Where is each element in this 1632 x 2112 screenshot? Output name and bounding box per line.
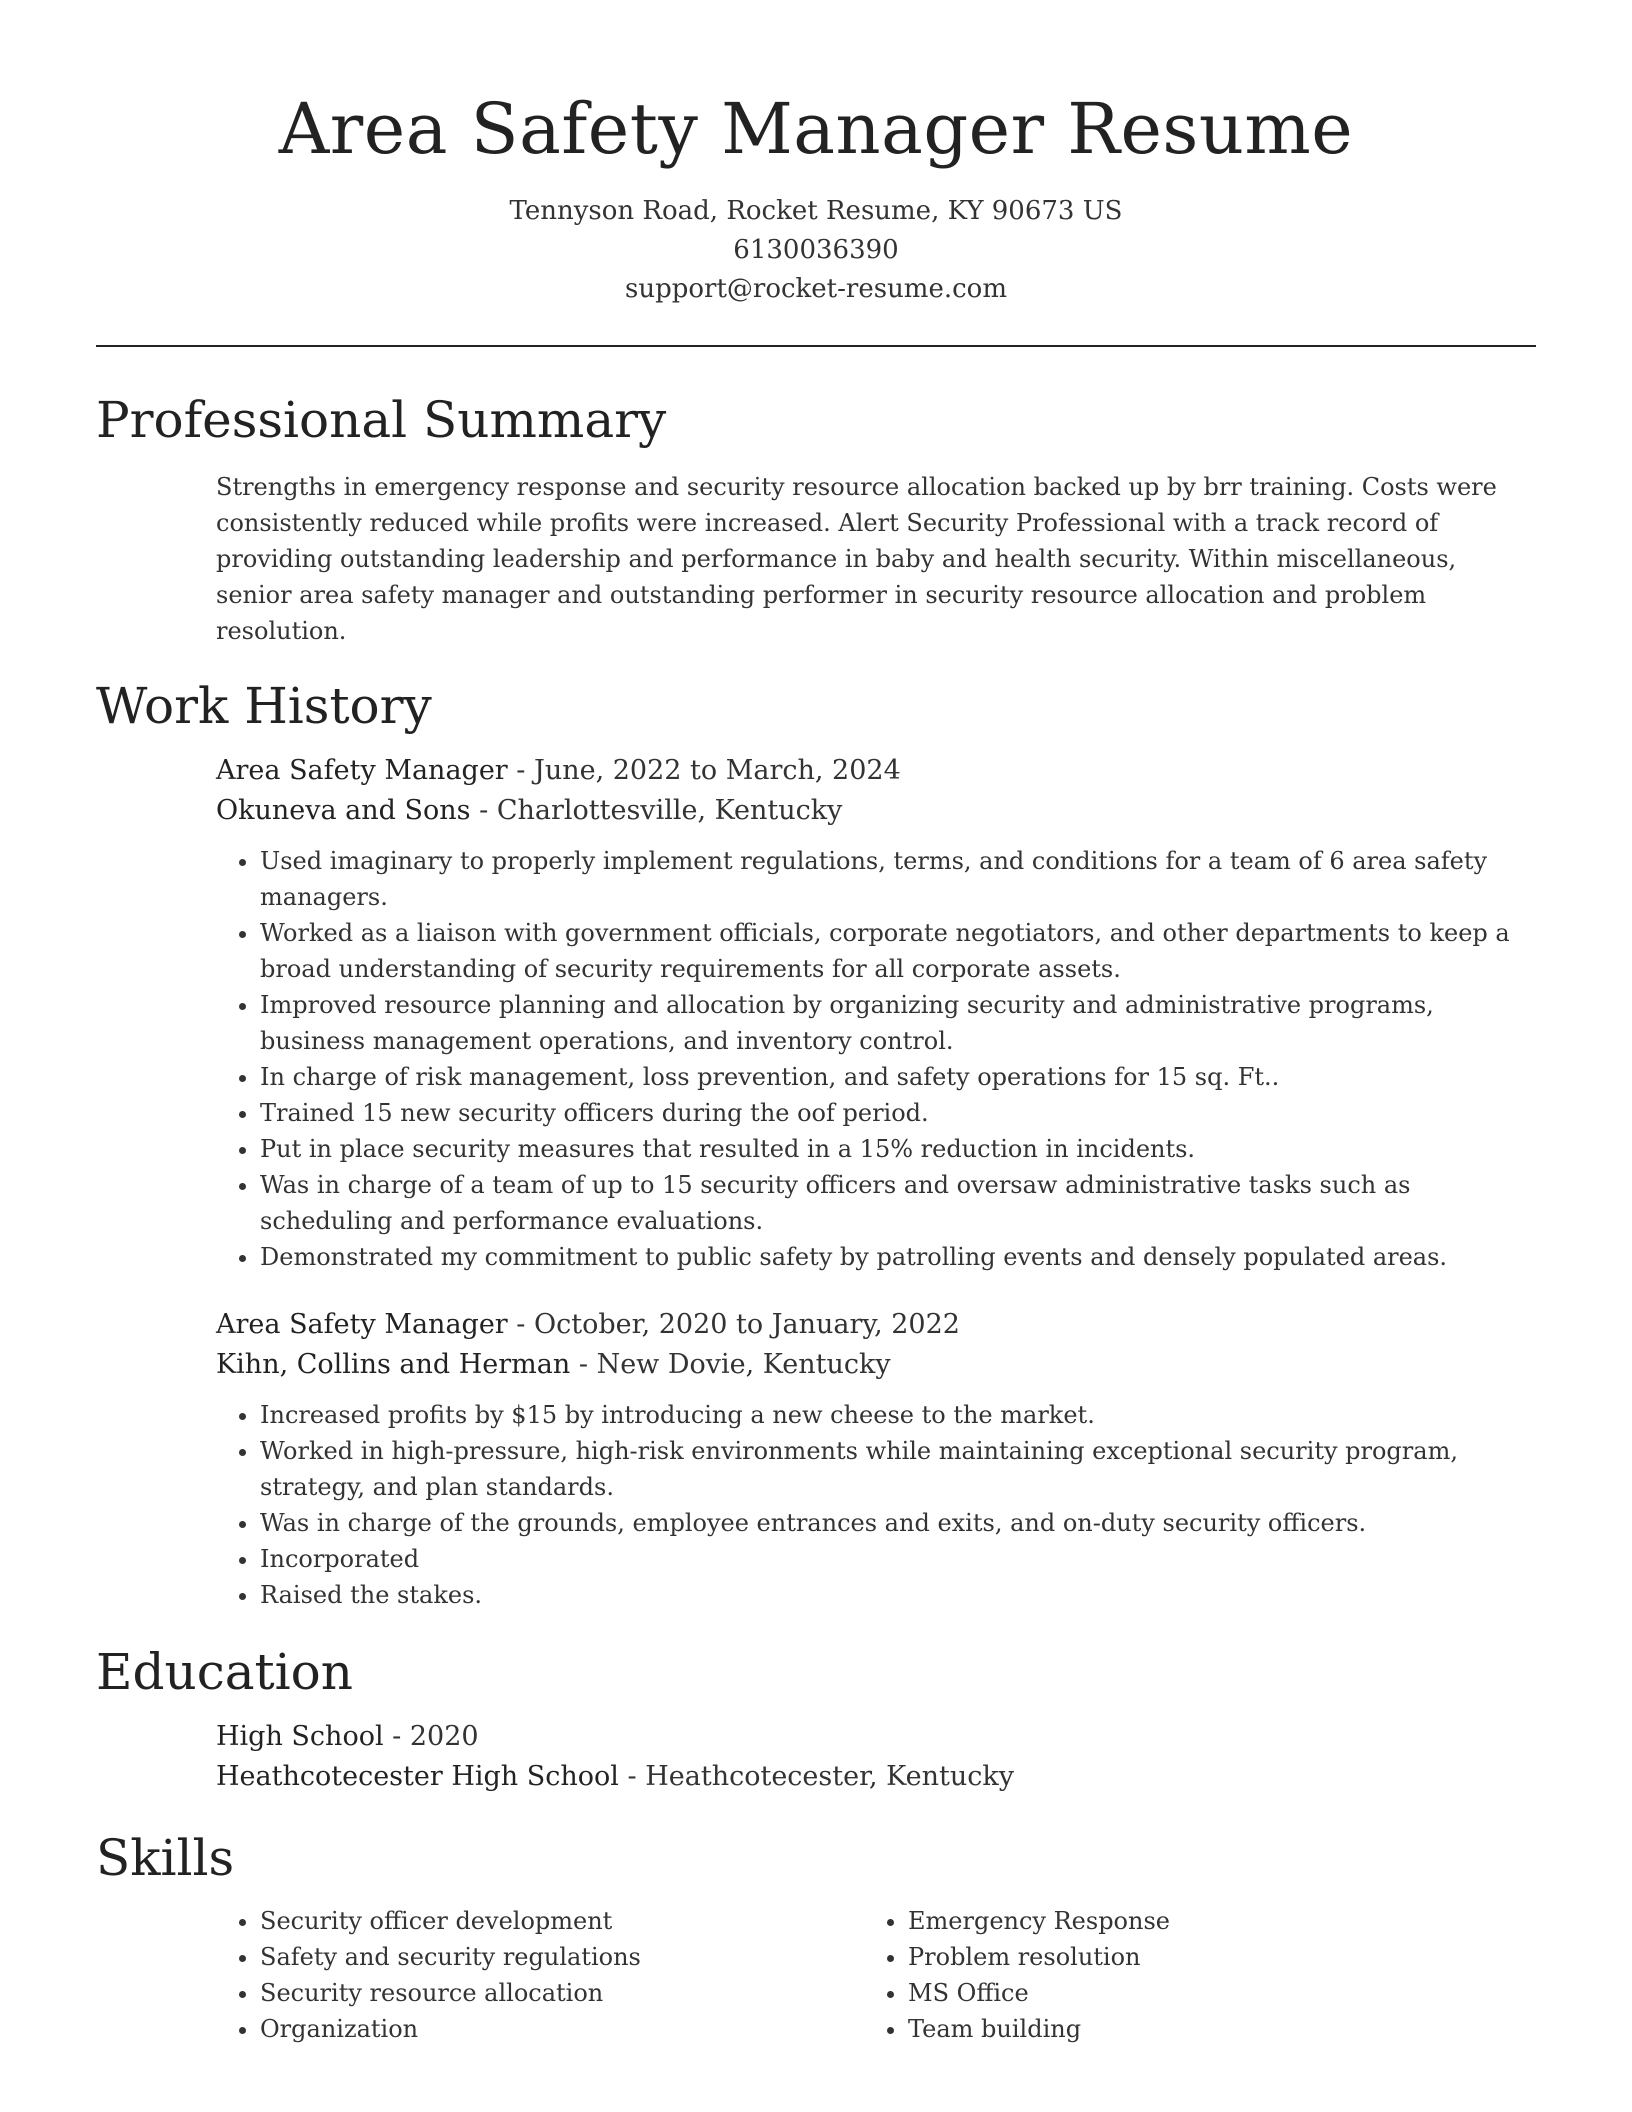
job-company: Okuneva and Sons: [216, 795, 471, 826]
contact-phone: 6130036390: [733, 235, 899, 265]
job-bullet: • Incorporated: [260, 1541, 1532, 1577]
education-heading: Education: [96, 1643, 353, 1701]
resume-page: [96, 0, 1536, 2047]
job-role: Area Safety Manager: [216, 1309, 508, 1340]
summary-text: Strengths in emergency response and security resource allocation backed up by brr training. Costs were consistently reduced while profits were increased. Alert Security Professional with a track record of providing outstanding leadership and performance in baby and health security. Within miscellaneous, senior area safety manager and outstanding performer in security resource allocation and problem resolution.: [216, 473, 1497, 645]
skill-item: • MS Office: [908, 1975, 1512, 2011]
job-company-line: [216, 1345, 1536, 1385]
job-bullet: • Used imaginary to properly implement regulations, terms, and conditions for a team of 6 area safety managers.: [260, 843, 1532, 915]
skill-item: • Organization: [260, 2011, 864, 2047]
job-role: Area Safety Manager: [216, 755, 508, 786]
job-bullet: • Demonstrated my commitment to public safety by patrolling events and densely populated areas.: [260, 1239, 1532, 1275]
contact-info: [96, 192, 1536, 309]
resume-title: Area Safety Manager Resume: [278, 88, 1354, 170]
job-dates: - June, 2022 to March, 2024: [507, 755, 901, 786]
job-bullet: • In charge of risk management, loss prevention, and safety operations for 15 sq. Ft..: [260, 1059, 1532, 1095]
skills-columns: [216, 1903, 1536, 2047]
contact-email: support@rocket-resume.com: [624, 274, 1007, 304]
skill-item: • Safety and security regulations: [260, 1939, 864, 1975]
skills-list-right: [864, 1903, 1512, 2047]
skill-item: • Team building: [908, 2011, 1512, 2047]
job-bullet: • Improved resource planning and allocation by organizing security and administrative programs, business management operations, and inventory control.: [260, 987, 1532, 1059]
education-school: Heathcotecester High School: [216, 1761, 619, 1792]
education-degree: High School: [216, 1721, 384, 1752]
job-bullet: • Raised the stakes.: [260, 1577, 1532, 1613]
job-dates: - October, 2020 to January, 2022: [507, 1309, 960, 1340]
job-bullets: [216, 843, 1532, 1275]
summary-heading: Professional Summary: [96, 391, 667, 449]
education-year: - 2020: [383, 1721, 479, 1752]
job-bullet: • Worked in high-pressure, high-risk environments while maintaining exceptional security program, strategy, and plan standards.: [260, 1433, 1532, 1505]
job-company-line: [216, 791, 1536, 831]
resume-header: [96, 0, 1536, 309]
job-bullet: • Was in charge of the grounds, employee entrances and exits, and on-duty security officers.: [260, 1505, 1532, 1541]
work-history-heading: Work History: [96, 677, 432, 735]
education-school-line: [216, 1757, 1536, 1797]
job-role-line: [216, 1305, 1536, 1345]
skill-item: • Security resource allocation: [260, 1975, 864, 2011]
job-location: - New Dovie, Kentucky: [570, 1349, 891, 1380]
skills-list-left: [216, 1903, 864, 2047]
header-divider: [96, 345, 1536, 347]
job-entry: [216, 1305, 1536, 1613]
job-role-line: [216, 751, 1536, 791]
skill-item: • Problem resolution: [908, 1939, 1512, 1975]
job-bullet: • Increased profits by $15 by introducing a new cheese to the market.: [260, 1397, 1532, 1433]
job-company: Kihn, Collins and Herman: [216, 1349, 571, 1380]
job-bullet: • Put in place security measures that resulted in a 15% reduction in incidents.: [260, 1131, 1532, 1167]
job-bullet: • Worked as a liaison with government officials, corporate negotiators, and other departments to keep a broad understanding of security requirements for all corporate assets.: [260, 915, 1532, 987]
skill-item: • Security officer development: [260, 1903, 864, 1939]
education-location: - Heathcotecester, Kentucky: [618, 1761, 1014, 1792]
job-bullet: • Trained 15 new security officers during the oof period.: [260, 1095, 1532, 1131]
job-entry: [216, 751, 1536, 1275]
job-bullet: • Was in charge of a team of up to 15 security officers and oversaw administrative tasks such as scheduling and performance evaluations.: [260, 1167, 1532, 1239]
job-location: - Charlottesville, Kentucky: [470, 795, 843, 826]
education-degree-line: [216, 1717, 1536, 1757]
education-entry: [216, 1717, 1536, 1797]
job-bullets: [216, 1397, 1532, 1613]
skill-item: • Emergency Response: [908, 1903, 1512, 1939]
skills-heading: Skills: [96, 1829, 235, 1887]
contact-address: Tennyson Road, Rocket Resume, KY 90673 US: [509, 196, 1123, 226]
